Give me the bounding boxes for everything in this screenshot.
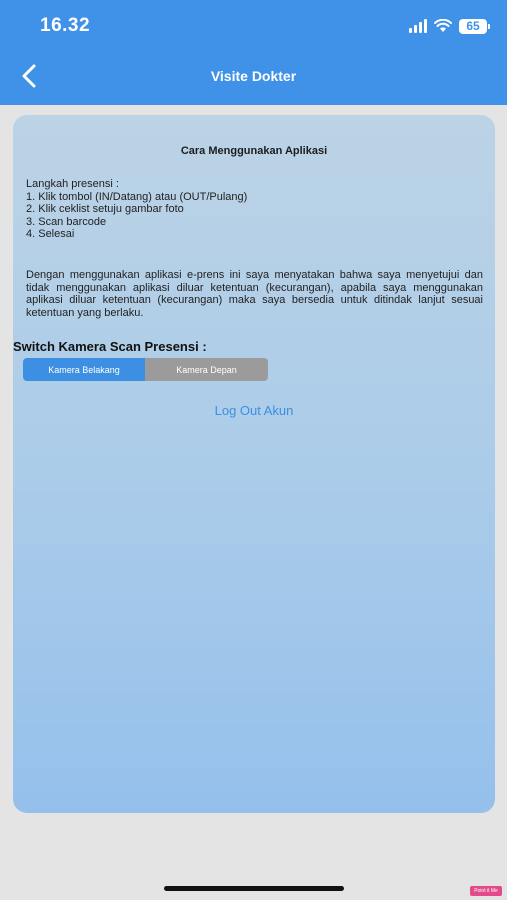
- step-item: 3. Scan barcode: [26, 215, 107, 228]
- step-item: 2. Klik ceklist setuju gambar foto: [26, 203, 184, 215]
- card-title: Cara Menggunakan Aplikasi: [180, 145, 328, 157]
- camera-back-option[interactable]: Kamera Belakang: [23, 358, 145, 381]
- declaration-text: Dengan menggunakan aplikasi e-prens ini saya menyatakan bahwa saya menyetujui dan tidak menggunakan aplikasi diluar ketentuan (kecurangan), apabila saya menggunakan aplikasi diluar ketentuan (kecurangan) maka saya bersedia untuk ditindak lanjut sesuai ketentuan yang berlaku.: [26, 269, 483, 319]
- logout-button[interactable]: Log Out Akun: [214, 403, 294, 418]
- camera-front-option[interactable]: Kamera Depan: [145, 358, 268, 381]
- camera-switch: [23, 358, 268, 381]
- battery-icon: 65: [459, 19, 487, 34]
- status-icons: [409, 17, 487, 35]
- app-header: [0, 0, 507, 105]
- step-item: 1. Klik tombol (IN/Datang) atau (OUT/Pulang): [26, 190, 248, 203]
- switch-camera-label: Switch Kamera Scan Presensi :: [13, 339, 207, 354]
- watermark-logo: Point it Me: [470, 886, 502, 896]
- steps-list: [26, 178, 247, 241]
- home-indicator: [164, 886, 344, 891]
- signal-icon: [409, 19, 427, 33]
- step-item: 4. Selesai: [26, 228, 75, 240]
- steps-heading: Langkah presensi :: [26, 178, 119, 190]
- page-title: Visite Dokter: [210, 68, 297, 84]
- info-card: [13, 115, 495, 813]
- status-time: 16.32: [40, 15, 91, 36]
- wifi-icon: [434, 19, 452, 33]
